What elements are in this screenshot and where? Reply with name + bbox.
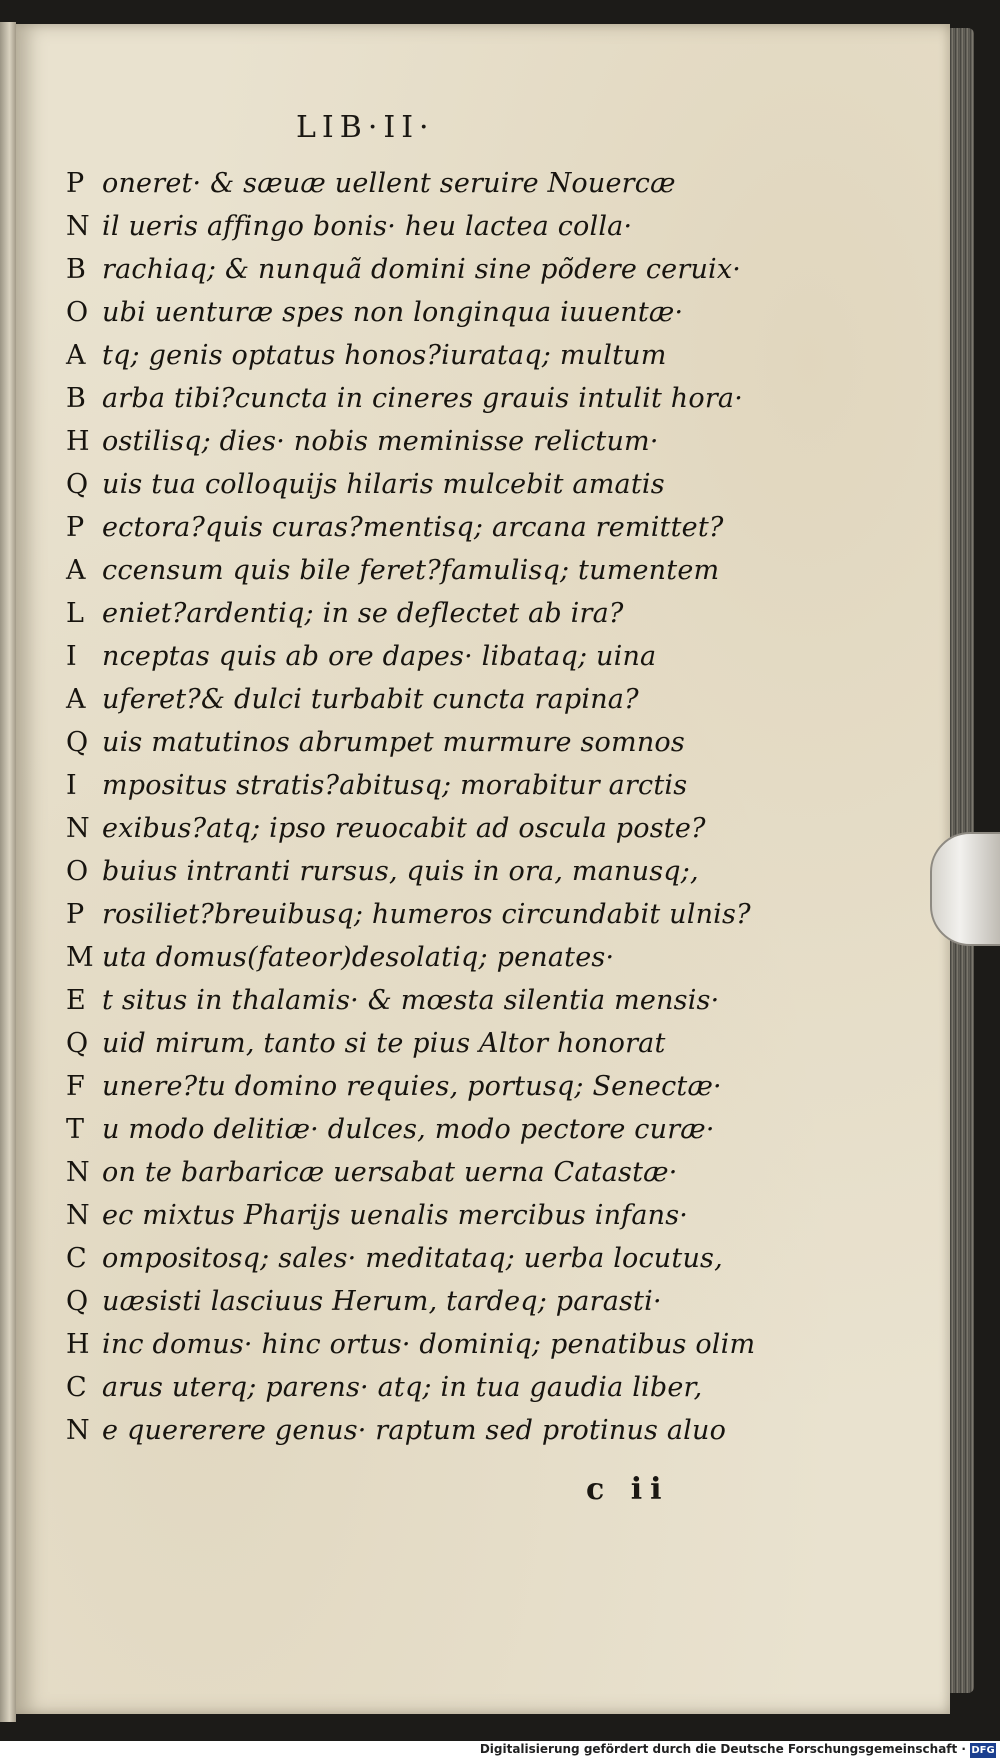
verse-text: ompositosq; sales· meditataq; uerba locutus, <box>102 1243 723 1274</box>
verse-text: uid mirum, tanto si te pius Altor honorat <box>102 1028 666 1059</box>
verse-initial: Q <box>66 1286 89 1317</box>
verse-initial: Q <box>66 469 89 500</box>
verse-text: eniet?ardentiq; in se deflectet ab ira? <box>102 598 624 629</box>
verse-text: buius intranti rursus, quis in ora, manusq;, <box>102 856 699 887</box>
running-head: LIB·II· <box>296 110 435 145</box>
verse-initial: M <box>66 942 94 973</box>
verse-text: arus uterq; parens· atq; in tua gaudia liber, <box>102 1372 703 1403</box>
dfg-logo: DFG <box>971 1745 995 1756</box>
verse-text: ec mixtus Pharijs uenalis mercibus infans· <box>102 1200 689 1231</box>
verse-line <box>66 1323 786 1366</box>
verse-initial: I <box>66 770 77 801</box>
verse-text: uæsisti lasciuus Herum, tardeq; parasti· <box>102 1286 662 1317</box>
verse-text: t situs in thalamis· & mœsta silentia mensis· <box>102 985 720 1016</box>
verse-line <box>66 592 786 635</box>
footer-credit: Digitalisierung gefördert durch die Deutsche Forschungsgemeinschaft · <box>479 1742 966 1756</box>
bookmark-clip <box>930 832 1000 946</box>
verse-line <box>66 764 786 807</box>
verse-initial: N <box>66 813 90 844</box>
verse-text: oneret· & sæuæ uellent seruire Nouercæ <box>102 168 676 199</box>
verse-line <box>66 850 786 893</box>
verse-initial: H <box>66 1329 90 1360</box>
verse-initial: C <box>66 1243 87 1274</box>
verse-line <box>66 1366 786 1409</box>
verse-line <box>66 1108 786 1151</box>
verse-line <box>66 979 786 1022</box>
verse-text: unere?tu domino requies, portusq; Senectæ· <box>102 1071 722 1102</box>
verse-text: e quererere genus· raptum sed protinus aluo <box>102 1415 727 1446</box>
verse-line <box>66 248 786 291</box>
verse-line <box>66 506 786 549</box>
verse-text: uferet?& dulci turbabit cuncta rapina? <box>102 684 639 715</box>
verse-initial: N <box>66 211 90 242</box>
verse-text: tq; genis optatus honos?iurataq; multum <box>102 340 667 371</box>
verse-line <box>66 1280 786 1323</box>
verse-text: uis tua colloquijs hilaris mulcebit amatis <box>102 469 665 500</box>
verse-text: u modo delitiæ· dulces, modo pectore curæ· <box>102 1114 715 1145</box>
verse-initial: L <box>66 598 85 629</box>
verse-line <box>66 420 786 463</box>
verse-initial: N <box>66 1415 90 1446</box>
verse-line <box>66 334 786 377</box>
verse-line <box>66 549 786 592</box>
verse-line <box>66 205 786 248</box>
facing-page-edge <box>0 22 16 1722</box>
verse-line <box>66 807 786 850</box>
verse-line <box>66 162 786 205</box>
verse-initial: P <box>66 899 85 930</box>
verse-initial: Q <box>66 727 89 758</box>
verse-line <box>66 721 786 764</box>
verse-line <box>66 1409 786 1452</box>
verse-text: ectora?quis curas?mentisq; arcana remittet? <box>102 512 724 543</box>
verse-text: exibus?atq; ipso reuocabit ad oscula poste? <box>102 813 706 844</box>
verse-initial: P <box>66 512 85 543</box>
verse-text: rachiaq; & nunquã domini sine põdere ceruix· <box>102 254 742 285</box>
verse-line <box>66 1022 786 1065</box>
verse-initial: O <box>66 297 89 328</box>
verse-initial: A <box>66 555 86 586</box>
verse-line <box>66 1151 786 1194</box>
verse-text: arba tibi?cuncta in cineres grauis intulit hora· <box>102 383 744 414</box>
verse-text: nceptas quis ab ore dapes· libataq; uina <box>102 641 657 672</box>
verse-line <box>66 1065 786 1108</box>
verse-line <box>66 678 786 721</box>
verse-initial: A <box>66 684 86 715</box>
verse-text: ubi uenturæ spes non longinqua iuuentæ· <box>102 297 684 328</box>
book-page <box>16 24 950 1714</box>
verse-initial: A <box>66 340 86 371</box>
verse-line <box>66 1194 786 1237</box>
verse-initial: P <box>66 168 85 199</box>
verse-line <box>66 893 786 936</box>
verse-line <box>66 463 786 506</box>
verse-initial: B <box>66 383 87 414</box>
verse-line <box>66 936 786 979</box>
verse-text: mpositus stratis?abitusq; morabitur arctis <box>102 770 688 801</box>
verse-initial: H <box>66 426 90 457</box>
verse-initial: T <box>66 1114 85 1145</box>
verse-text: uta domus(fateor)desolatiq; penates· <box>102 942 615 973</box>
verse-line <box>66 635 786 678</box>
verse-initial: B <box>66 254 87 285</box>
verse-text: il ueris affingo bonis· heu lactea colla· <box>102 211 633 242</box>
verse-initial: F <box>66 1071 85 1102</box>
verse-text: uis matutinos abrumpet murmure somnos <box>102 727 685 758</box>
verse-initial: I <box>66 641 77 672</box>
verse-text: ccensum quis bile feret?famulisq; tumentem <box>102 555 720 586</box>
verse-initial: N <box>66 1200 90 1231</box>
verse-initial: O <box>66 856 89 887</box>
verse-initial: C <box>66 1372 87 1403</box>
verse-initial: N <box>66 1157 90 1188</box>
verse-line <box>66 377 786 420</box>
verse-text: ostilisq; dies· nobis meminisse relictum· <box>102 426 659 457</box>
verse-line <box>66 1237 786 1280</box>
verse-line <box>66 291 786 334</box>
verse-text: on te barbaricæ uersabat uerna Catastæ· <box>102 1157 678 1188</box>
verse-text: inc domus· hinc ortus· dominiq; penatibus olim <box>102 1329 756 1360</box>
verse-initial: E <box>66 985 86 1016</box>
verse-initial: Q <box>66 1028 89 1059</box>
verse-block <box>66 162 786 1452</box>
signature-mark: c ii <box>586 1472 670 1507</box>
verse-text: rosiliet?breuibusq; humeros circundabit ulnis? <box>102 899 751 930</box>
